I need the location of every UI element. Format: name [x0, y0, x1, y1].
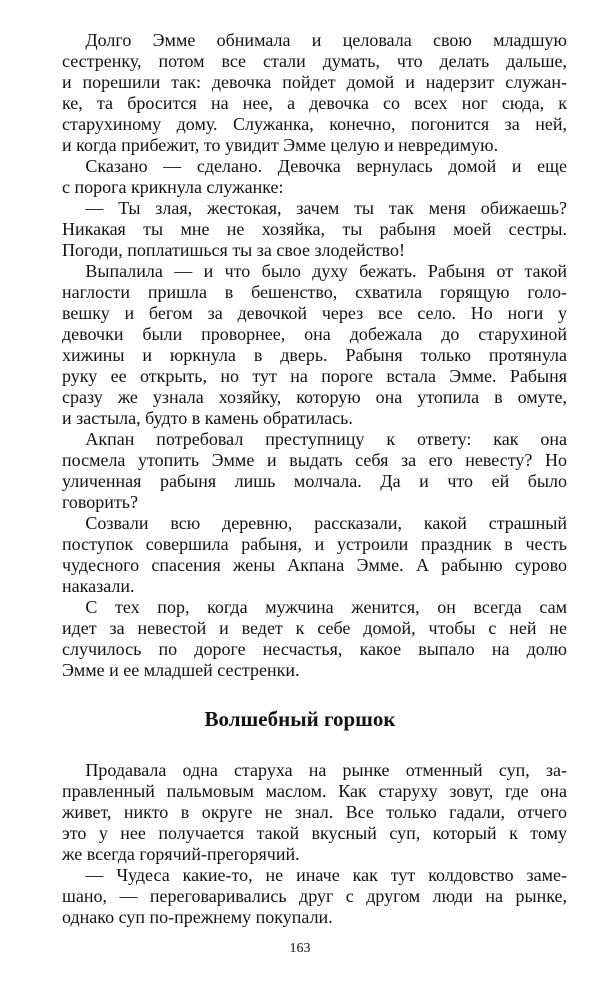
text-line: Никакая ты мне не хозяйка, ты рабыня моей сестры. [62, 219, 567, 239]
text-line: сразу же узнала хозяйку, которую она утопила в омуте, [62, 387, 567, 407]
text-line: вешку и бегом за девочкой через все село. Но ноги у [62, 303, 567, 323]
text-line: и когда прибежит, то увидит Эмме целую и невредимую. [62, 135, 499, 155]
text-line: Долго Эмме обнимала и целовала свою младшую [85, 30, 567, 50]
text-line: Акпан потребовал преступницу к ответу: как она [85, 429, 567, 449]
text-line: посмела утопить Эмме и выдать себя за его невесту? Но [62, 450, 567, 470]
text-line: С тех пор, когда мужчина женится, он всегда сам [85, 597, 567, 617]
text-line: идет за невестой и ведет к себе домой, чтобы с ней не [62, 618, 567, 638]
text-line: сестренку, потом все стали думать, что делать дальше, [62, 51, 567, 71]
story-text-continued [62, 30, 567, 681]
text-line: старухиному дому. Служанка, конечно, погонится за ней, [62, 114, 567, 134]
text-line: хижины и юркнула в дверь. Рабыня только протянула [62, 345, 567, 365]
text-line: однако суп по-прежнему покупали. [62, 907, 333, 927]
text-line: Погоди, поплатишься ты за свое злодейство! [62, 240, 406, 260]
text-line: правленный пальмовым маслом. Как старуху зовут, где она [62, 781, 567, 801]
text-line: Созвали всю деревню, рассказали, какой страшный [85, 513, 567, 533]
text-line: девочки были проворнее, она добежала до старухиной [62, 324, 567, 344]
text-line: — Чудеса какие-то, не иначе как тут колдовство заме- [85, 865, 567, 885]
text-line: это у нее получается такой вкусный суп, который к тому [62, 823, 567, 843]
text-line: Продавала одна старуха на рынке отменный суп, за- [85, 760, 567, 780]
text-line: уличенная рабыня лишь молчала. Да и что ей было [62, 471, 567, 491]
text-line: и порешили так: девочка пойдет домой и надерзит служан- [62, 72, 567, 92]
text-line: Выпалила — и что было духу бежать. Рабыня от такой [85, 261, 567, 281]
text-line: — Ты злая, жестокая, зачем ты так меня обижаешь? [85, 198, 567, 218]
text-line: с порога крикнула служанке: [62, 177, 284, 197]
story-text [62, 760, 567, 928]
text-line: же всегда горячий-прегорячий. [62, 844, 300, 864]
story-title: Волшебный горшок [204, 707, 396, 731]
text-line: случилось по дороге несчастья, какое выпало на долю [62, 639, 567, 659]
text-line: живет, никто в округе не знал. Все только гадали, отчего [62, 802, 567, 822]
text-line: говорить? [62, 492, 139, 512]
text-line: чудесного спасения жены Акпана Эмме. А рабыню сурово [62, 555, 567, 575]
page-number: 163 [289, 941, 311, 956]
text-line: наказали. [62, 576, 135, 596]
text-line: наглости пришла в бешенство, схватила горящую голо- [62, 282, 567, 302]
text-line: и застыла, будто в камень обратилась. [62, 408, 353, 428]
text-line: Сказано — сделано. Девочка вернулась домой и еще [85, 156, 567, 176]
text-line: руку ее открыть, но тут на пороге встала Эмме. Рабыня [62, 366, 567, 386]
text-line: шано, — переговаривались друг с другом люди на рынке, [62, 886, 567, 906]
text-line: ке, та бросится на нее, а девочка со всех ног сюда, к [62, 93, 567, 113]
text-line: поступок совершила рабыня, и устроили праздник в честь [62, 534, 567, 554]
text-line: Эмме и ее младшей сестренки. [62, 660, 300, 680]
